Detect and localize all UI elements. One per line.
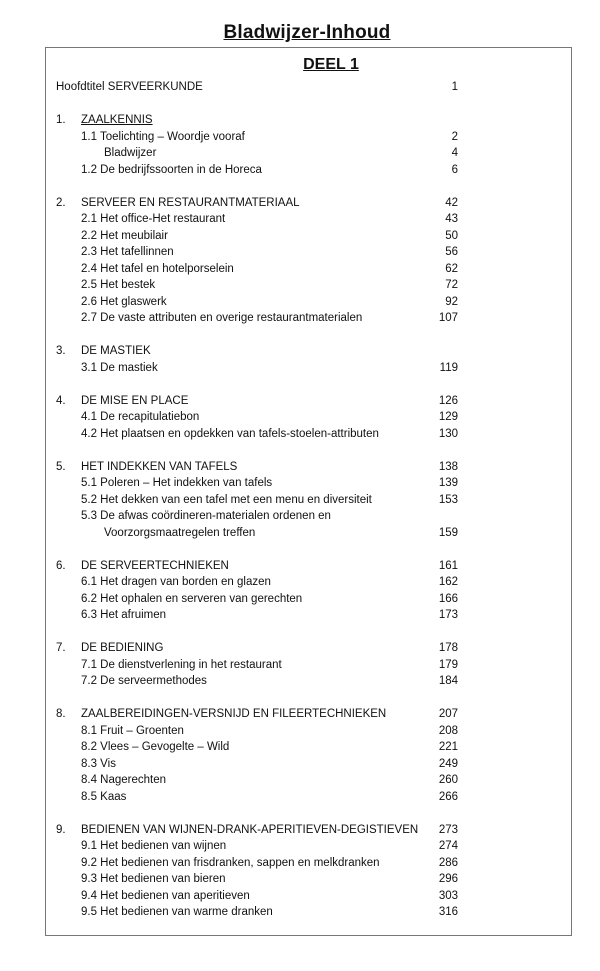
toc-entry — [46, 228, 571, 245]
spacer — [46, 178, 571, 195]
page-number: 162 — [438, 576, 458, 588]
toc-entry — [46, 756, 571, 773]
entry-title: 2.3 Het tafellinnen — [81, 246, 174, 258]
toc-entry — [46, 871, 571, 888]
page-number: 6 — [451, 163, 458, 176]
entry-title: HET INDEKKEN VAN TAFELS — [81, 460, 238, 473]
page-number: 208 — [438, 724, 458, 737]
toc-list — [46, 79, 571, 921]
page-number: 159 — [438, 526, 458, 539]
page-number: 72 — [445, 279, 458, 291]
spacer — [46, 442, 571, 459]
section-number: 3. — [56, 345, 66, 357]
document-title: Bladwijzer-Inhoud — [223, 22, 391, 43]
entry-title: 4.2 Het plaatsen en opdekken van tafels-stoelen-attributen — [81, 427, 379, 440]
page-number: 161 — [438, 559, 458, 572]
page-number: 43 — [445, 213, 458, 225]
page-number: 296 — [438, 873, 458, 885]
toc-entry — [46, 277, 571, 294]
page-number: 42 — [445, 196, 458, 209]
entry-title: 2.6 Het glaswerk — [81, 295, 167, 308]
entry-title: 3.1 De mastiek — [81, 361, 158, 374]
entry-title: 9.1 Het bedienen van wijnen — [81, 840, 227, 852]
toc-entry — [46, 475, 571, 492]
page-number: 266 — [438, 790, 458, 803]
page-number: 4 — [451, 147, 458, 159]
entry-title: 2.7 De vaste attributen en overige restaurantmaterialen — [81, 312, 363, 324]
entry-title: 7.2 De serveermethodes — [81, 675, 207, 687]
entry-title: 6.1 Het dragen van borden en glazen — [81, 576, 271, 588]
entry-title: 7.1 De dienstverlening in het restaurant — [81, 658, 282, 671]
entry-title: BEDIENEN VAN WIJNEN-DRANK-APERITIEVEN-DEGISTIEVEN — [81, 823, 419, 836]
page-number: 1 — [451, 81, 458, 93]
entry-title: DE MASTIEK — [81, 345, 151, 357]
toc-entry — [46, 492, 571, 509]
toc-entry — [46, 591, 571, 608]
toc-entry — [46, 723, 571, 740]
page-number: 153 — [438, 493, 458, 506]
entry-title: 9.3 Het bedienen van bieren — [81, 873, 226, 885]
page-number: 2 — [451, 130, 458, 143]
section-number: 6. — [56, 559, 66, 572]
entry-title: 4.1 De recapitulatiebon — [81, 411, 200, 423]
toc-entry — [46, 574, 571, 591]
entry-title: 8.2 Vlees – Gevogelte – Wild — [81, 741, 230, 753]
page-number: 249 — [438, 757, 458, 770]
entry-title: 2.5 Het bestek — [81, 279, 156, 291]
toc-entry — [46, 145, 571, 162]
page-number: 173 — [438, 609, 458, 621]
section-number: 5. — [56, 460, 66, 473]
part-heading: DEEL 1 — [303, 56, 359, 73]
toc-entry — [46, 657, 571, 674]
toc-box — [45, 47, 572, 936]
toc-entry — [46, 508, 571, 525]
toc-entry — [46, 673, 571, 690]
toc-section — [46, 558, 571, 575]
page-number: 50 — [445, 229, 458, 242]
page-number: 286 — [438, 856, 458, 869]
page-number: 129 — [438, 411, 458, 423]
page-number: 207 — [438, 708, 458, 720]
entry-title: 6.2 Het ophalen en serveren van gerechten — [81, 592, 303, 605]
toc-entry — [46, 426, 571, 443]
toc-entry — [46, 772, 571, 789]
page-number: 62 — [445, 262, 458, 275]
spacer — [46, 327, 571, 344]
toc-entry — [46, 888, 571, 905]
spacer — [46, 690, 571, 707]
toc-entry — [46, 360, 571, 377]
entry-title: 1.2 De bedrijfssoorten in de Horeca — [81, 163, 262, 176]
page-number: 221 — [438, 741, 458, 753]
page-number: 130 — [438, 427, 458, 440]
toc-entry — [46, 261, 571, 278]
toc-entry — [46, 607, 571, 624]
page-number: 184 — [438, 675, 458, 687]
spacer — [46, 624, 571, 641]
page-number: 56 — [445, 246, 458, 258]
entry-title: ZAALKENNIS — [81, 114, 153, 126]
entry-title: 8.5 Kaas — [81, 790, 127, 803]
toc-section — [46, 706, 571, 723]
entry-title: 2.2 Het meubilair — [81, 229, 168, 242]
page-number: 260 — [438, 774, 458, 786]
entry-title: 5.3 De afwas coördineren-materialen ordenen en — [81, 510, 331, 522]
page-number: 166 — [438, 592, 458, 605]
toc-entry — [46, 855, 571, 872]
entry-title: Voorzorgsmaatregelen treffen — [104, 526, 256, 539]
page-number: 179 — [438, 658, 458, 671]
entry-title: 1.1 Toelichting – Woordje vooraf — [81, 130, 245, 143]
entry-title: 2.1 Het office-Het restaurant — [81, 213, 226, 225]
entry-title: 8.3 Vis — [81, 757, 116, 770]
entry-title: 6.3 Het afruimen — [81, 609, 167, 621]
toc-entry — [46, 162, 571, 179]
toc-entry — [46, 129, 571, 146]
toc-entry — [46, 904, 571, 921]
page-number: 92 — [445, 295, 458, 308]
entry-title: Bladwijzer — [104, 147, 157, 159]
section-number: 1. — [56, 114, 66, 126]
page-number: 274 — [438, 840, 458, 852]
page-number: 126 — [438, 394, 458, 407]
entry-title: 5.1 Poleren – Het indekken van tafels — [81, 477, 273, 489]
section-number: 9. — [56, 823, 66, 836]
entry-title: DE BEDIENING — [81, 642, 164, 654]
entry-title: DE SERVEERTECHNIEKEN — [81, 559, 229, 572]
toc-entry — [46, 294, 571, 311]
page-number: 107 — [438, 312, 458, 324]
toc-entry — [46, 211, 571, 228]
toc-entry — [46, 525, 571, 542]
spacer — [46, 376, 571, 393]
entry-title: Hoofdtitel SERVEERKUNDE — [56, 81, 203, 93]
page-number: 303 — [438, 889, 458, 902]
spacer — [46, 541, 571, 558]
toc-entry — [46, 409, 571, 426]
toc-section — [46, 195, 571, 212]
toc-section — [46, 822, 571, 839]
page-number: 139 — [438, 477, 458, 489]
section-number: 7. — [56, 642, 66, 654]
toc-entry — [46, 310, 571, 327]
entry-title: 9.2 Het bedienen van frisdranken, sappen en melkdranken — [81, 856, 380, 869]
toc-entry — [46, 789, 571, 806]
toc-section — [46, 343, 571, 360]
toc-entry — [46, 838, 571, 855]
page-number: 138 — [438, 460, 458, 473]
entry-title: DE MISE EN PLACE — [81, 394, 189, 407]
toc-section — [46, 112, 571, 129]
entry-title: 8.1 Fruit – Groenten — [81, 724, 184, 737]
section-number: 2. — [56, 196, 66, 209]
page-number: 273 — [438, 823, 458, 836]
entry-title: 2.4 Het tafel en hotelporselein — [81, 262, 234, 275]
toc-entry — [46, 739, 571, 756]
page-number: 316 — [438, 906, 458, 918]
page-number: 178 — [438, 642, 458, 654]
entry-title: 5.2 Het dekken van een tafel met een menu en diversiteit — [81, 493, 372, 506]
page-number: 119 — [439, 361, 458, 374]
entry-title: 8.4 Nagerechten — [81, 774, 167, 786]
spacer — [46, 96, 571, 113]
entry-title: SERVEER EN RESTAURANTMATERIAAL — [81, 196, 300, 209]
entry-title: 9.4 Het bedienen van aperitieven — [81, 889, 250, 902]
toc-section — [46, 640, 571, 657]
toc-section — [46, 459, 571, 476]
section-number: 4. — [56, 394, 66, 407]
toc-entry — [46, 244, 571, 261]
toc-entry — [46, 79, 571, 96]
section-number: 8. — [56, 708, 66, 720]
entry-title: ZAALBEREIDINGEN-VERSNIJD EN FILEERTECHNIEKEN — [81, 708, 387, 720]
toc-section — [46, 393, 571, 410]
entry-title: 9.5 Het bedienen van warme dranken — [81, 906, 273, 918]
spacer — [46, 805, 571, 822]
